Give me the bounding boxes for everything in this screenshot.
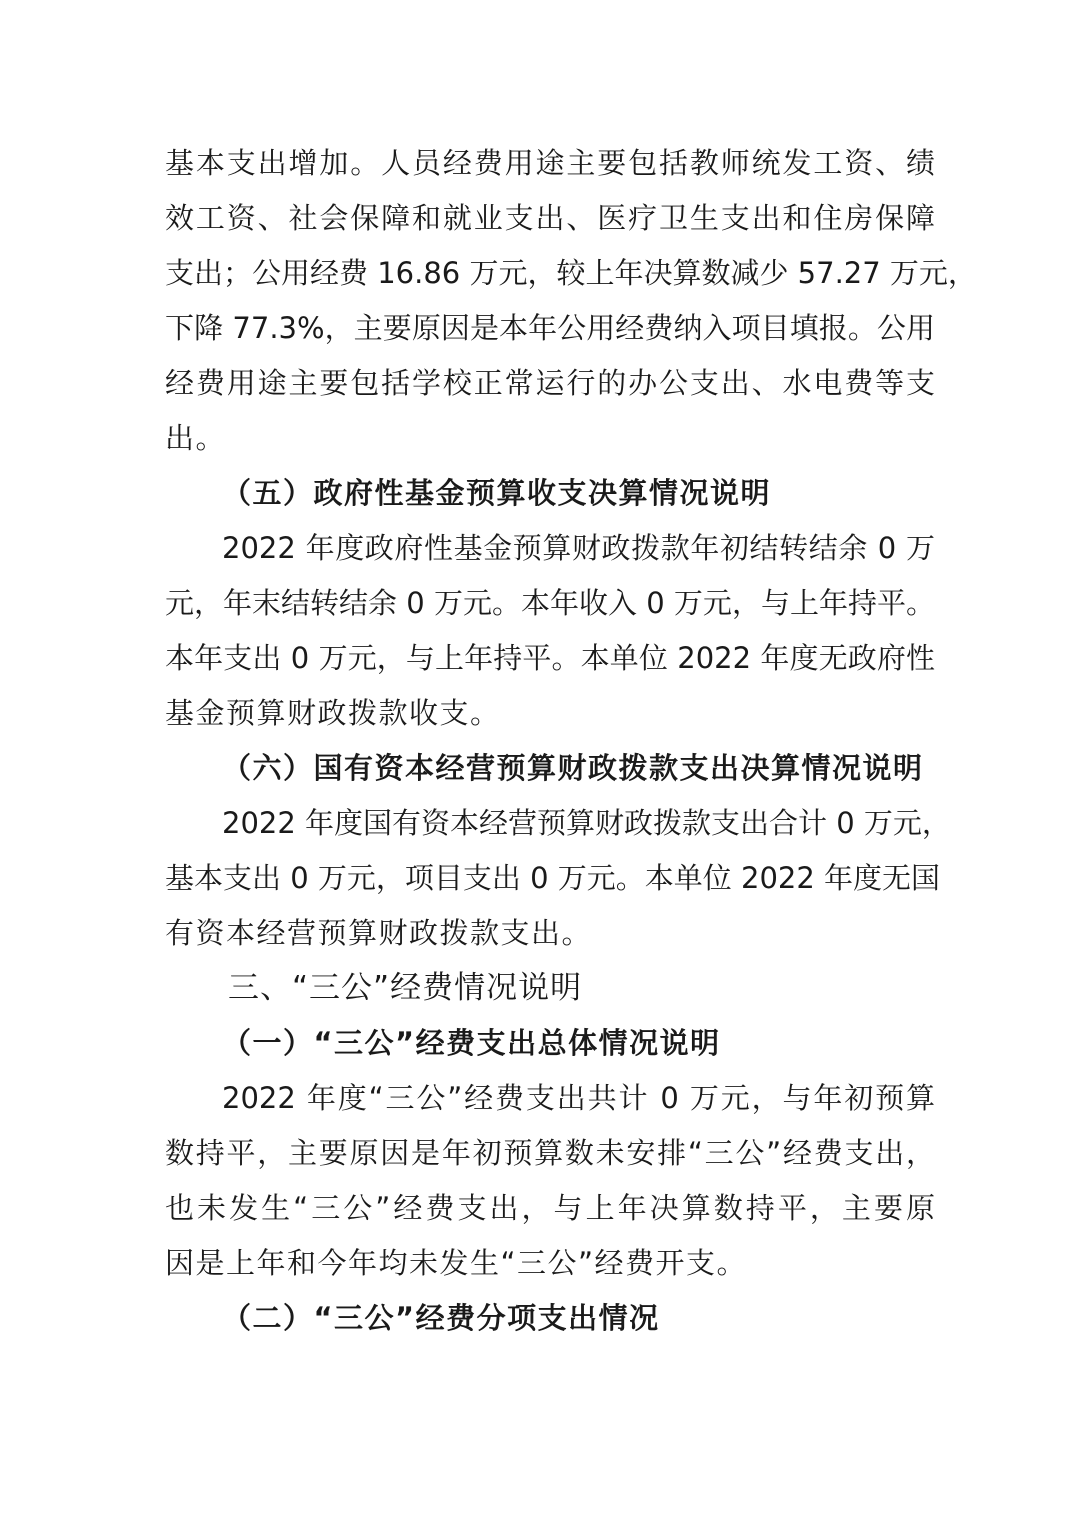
body-text-line: 也未发生“三公”经费支出，与上年决算数持平，主要原 <box>165 1191 935 1225</box>
section-heading-6: （六）国有资本经营预算财政拨款支出决算情况说明 <box>222 751 924 785</box>
body-text-line: 支出；公用经费 16.86 万元，较上年决算数减少 57.27 万元， <box>165 256 977 290</box>
body-text-line: 基金预算财政拨款收支。 <box>165 696 501 730</box>
body-text-line: 2022 年度国有资本经营预算财政拨款支出合计 0 万元， <box>222 806 951 840</box>
body-text-line: 下降 77.3%，主要原因是本年公用经费纳入项目填报。公用 <box>165 311 935 345</box>
body-text-line: 出。 <box>165 421 227 455</box>
body-text-line: 数持平，主要原因是年初预算数未安排“三公”经费支出， <box>165 1136 935 1170</box>
body-text-line: 基本支出增加。人员经费用途主要包括教师统发工资、绩 <box>165 146 935 180</box>
body-text-line: 有资本经营预算财政拨款支出。 <box>165 916 593 950</box>
body-text-line: 元，年末结转结余 0 万元。本年收入 0 万元，与上年持平。 <box>165 586 935 620</box>
part-heading-3: 三、“三公”经费情况说明 <box>228 970 583 1006</box>
body-text-line: 因是上年和今年均未发生“三公”经费开支。 <box>165 1246 748 1280</box>
subsection-heading-1: （一）“三公”经费支出总体情况说明 <box>222 1026 721 1060</box>
body-text-line: 效工资、社会保障和就业支出、医疗卫生支出和住房保障 <box>165 201 935 235</box>
body-text-line: 2022 年度“三公”经费支出共计 0 万元，与年初预算 <box>222 1081 935 1115</box>
body-text-line: 基本支出 0 万元，项目支出 0 万元。本单位 2022 年度无国 <box>165 861 941 895</box>
body-text-line: 2022 年度政府性基金预算财政拨款年初结转结余 0 万 <box>222 531 935 565</box>
section-heading-5: （五）政府性基金预算收支决算情况说明 <box>222 476 772 510</box>
subsection-heading-2: （二）“三公”经费分项支出情况 <box>222 1301 660 1335</box>
body-text-line: 本年支出 0 万元，与上年持平。本单位 2022 年度无政府性 <box>165 641 935 675</box>
body-text-line: 经费用途主要包括学校正常运行的办公支出、水电费等支 <box>165 366 935 400</box>
